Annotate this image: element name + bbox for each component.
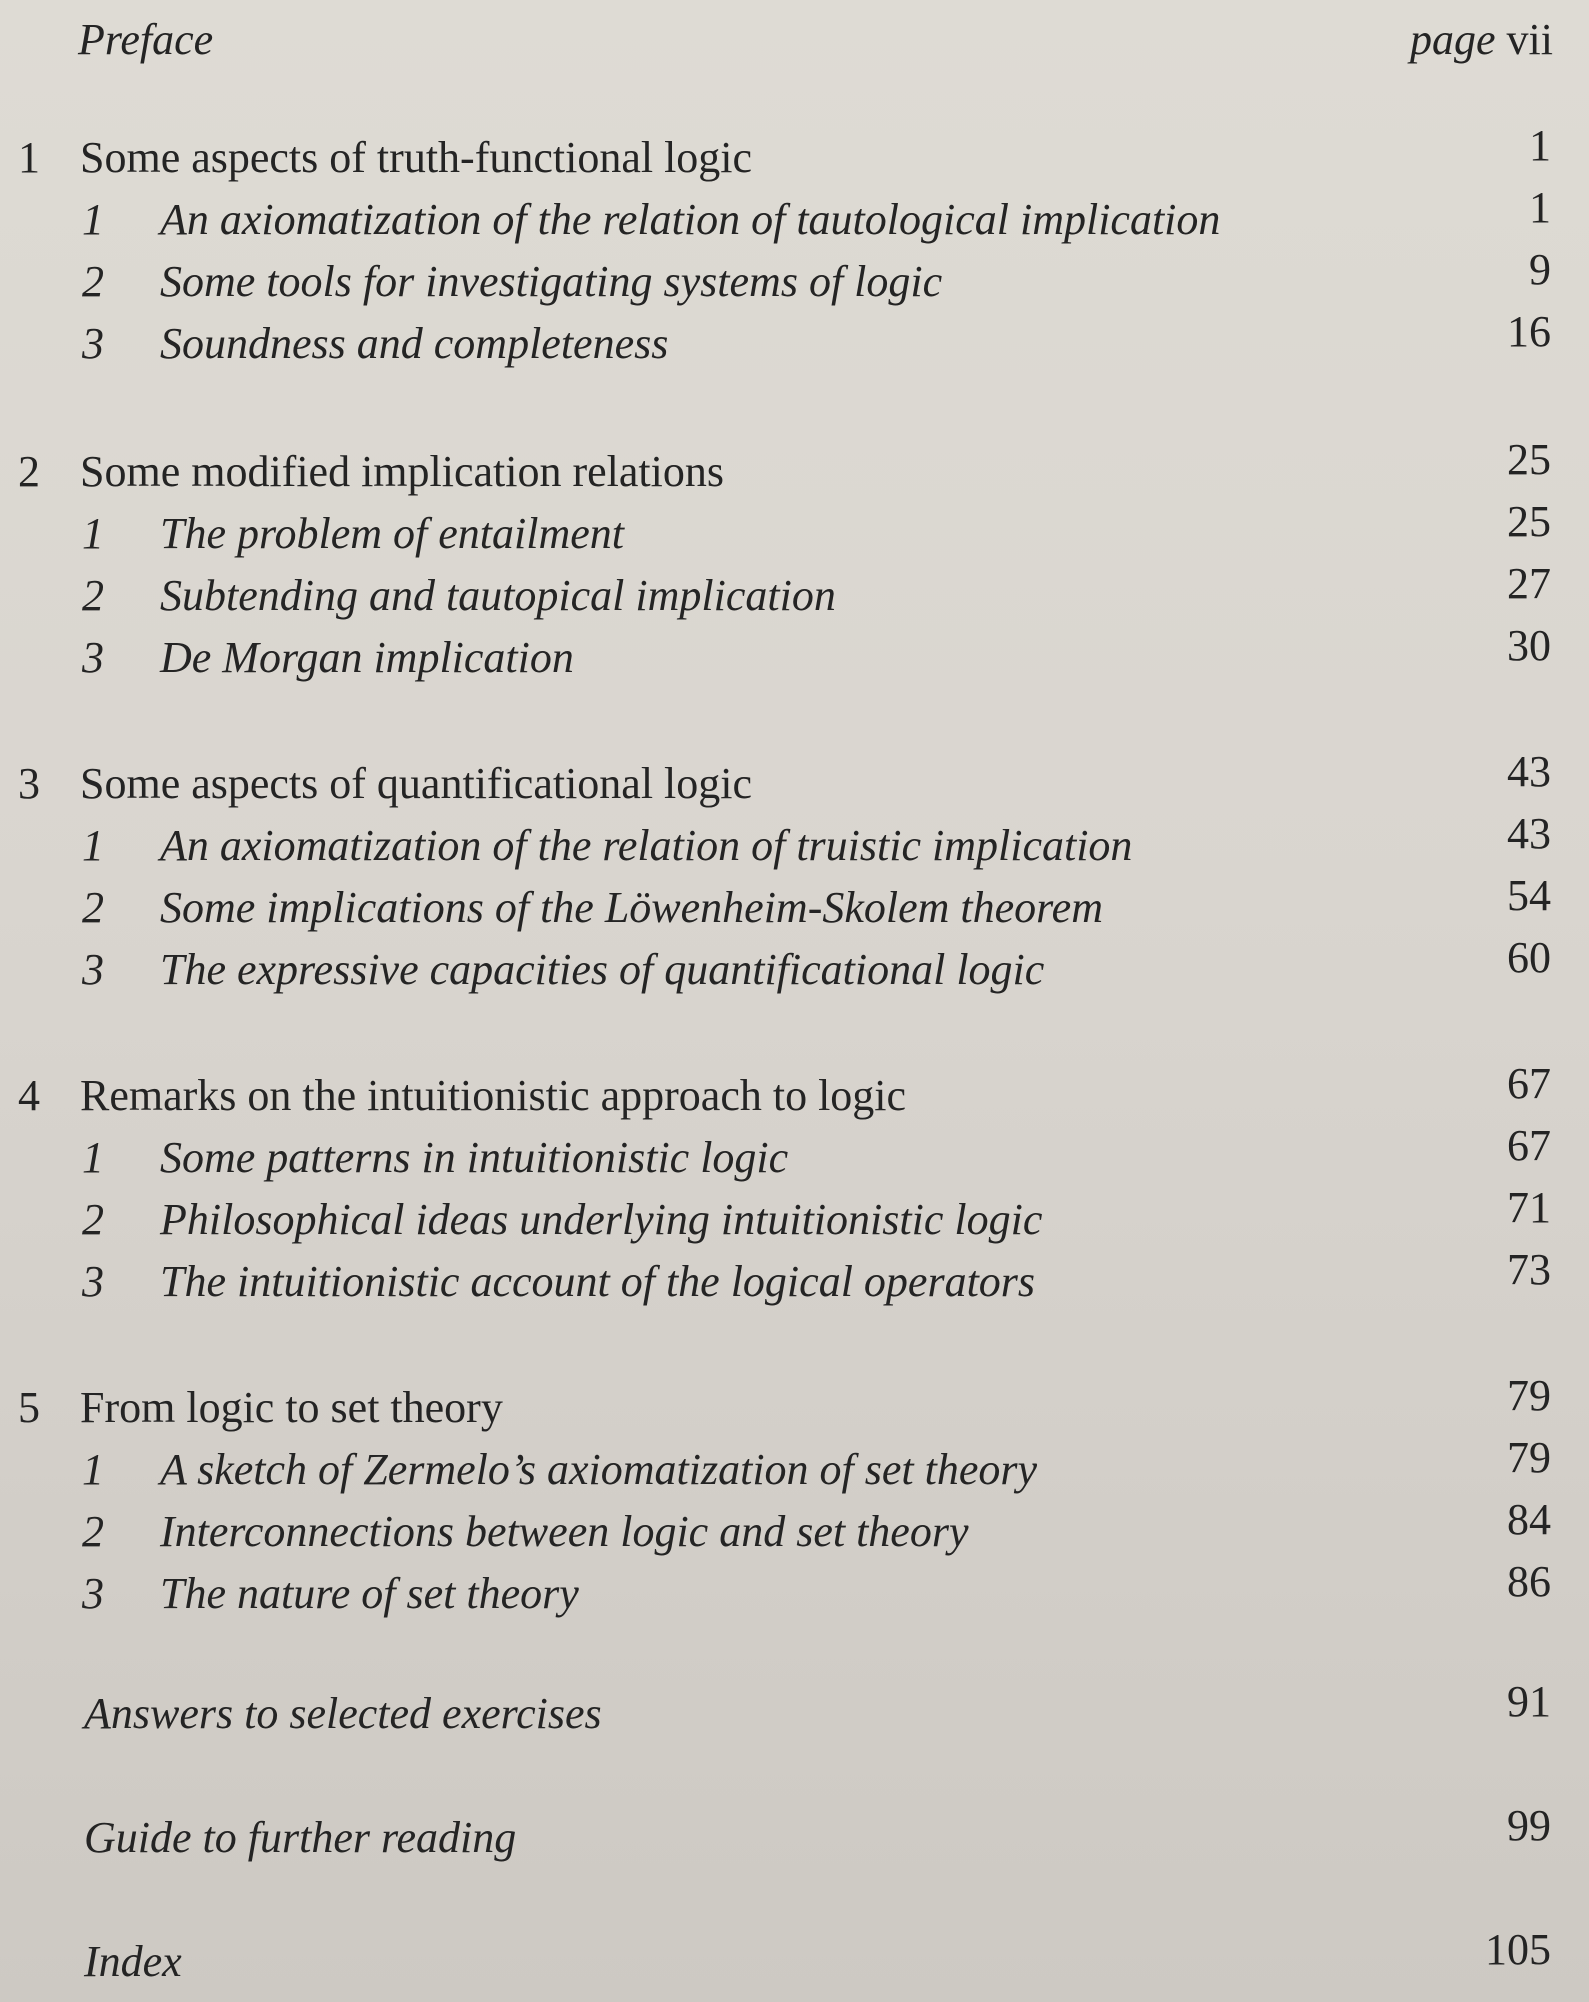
section-number: 2 (82, 1507, 104, 1556)
section-4-1 (0, 1121, 1589, 1190)
section-number: 2 (82, 571, 104, 620)
preface-title: Preface (78, 15, 214, 64)
section-number: 2 (82, 257, 104, 306)
section-title: De Morgan implication (160, 633, 574, 682)
chapter-5 (0, 1371, 1589, 1440)
section-2-1 (0, 497, 1589, 566)
section-4-3 (0, 1245, 1589, 1314)
section-4-2 (0, 1183, 1589, 1252)
chapter-title: Some aspects of truth-functional logic (80, 133, 753, 182)
chapter-number: 4 (18, 1071, 40, 1120)
section-title: The expressive capacities of quantificational logic (160, 945, 1045, 994)
chapter-number: 1 (18, 133, 40, 182)
section-title: Interconnections between logic and set theory (160, 1507, 969, 1556)
preface-page-number: vii (1506, 15, 1553, 64)
chapter-title: Some modified implication relations (80, 447, 724, 496)
section-title: A sketch of Zermelo’s axiomatization of set theory (160, 1445, 1038, 1494)
section-number: 2 (82, 883, 104, 932)
section-page: 71 (1507, 1183, 1551, 1232)
back-matter-reading (0, 1801, 1589, 1870)
chapter-number: 3 (18, 759, 40, 808)
section-1-3 (0, 307, 1589, 376)
section-title: Philosophical ideas underlying intuitionistic logic (160, 1195, 1043, 1244)
back-matter-title: Answers to selected exercises (84, 1689, 602, 1738)
section-page: 67 (1507, 1121, 1551, 1170)
section-number: 1 (82, 195, 104, 244)
section-title: The problem of entailment (160, 509, 624, 558)
section-title: An axiomatization of the relation of tautological implication (160, 195, 1221, 244)
chapter-page: 25 (1507, 435, 1551, 484)
section-number: 3 (82, 633, 104, 682)
section-number: 3 (82, 319, 104, 368)
section-3-3 (0, 933, 1589, 1002)
section-page: 84 (1507, 1495, 1551, 1544)
section-number: 1 (82, 1445, 104, 1494)
section-page: 79 (1507, 1433, 1551, 1482)
section-5-2 (0, 1495, 1589, 1564)
back-matter-page: 99 (1507, 1801, 1551, 1850)
section-title: Some patterns in intuitionistic logic (160, 1133, 789, 1182)
section-page: 73 (1507, 1245, 1551, 1294)
back-matter-title: Guide to further reading (84, 1813, 517, 1862)
section-1-2 (0, 245, 1589, 314)
section-number: 1 (82, 821, 104, 870)
back-matter-page: 91 (1507, 1677, 1551, 1726)
section-title: Some tools for investigating systems of logic (160, 257, 943, 306)
section-page: 30 (1507, 621, 1551, 670)
section-number: 3 (82, 945, 104, 994)
chapter-3 (0, 747, 1589, 816)
section-number: 2 (82, 1195, 104, 1244)
section-number: 1 (82, 1133, 104, 1182)
section-page: 1 (1529, 183, 1551, 232)
section-number: 1 (82, 509, 104, 558)
section-5-3 (0, 1557, 1589, 1626)
chapter-number: 2 (18, 447, 40, 496)
chapter-title: Remarks on the intuitionistic approach to logic (80, 1071, 907, 1120)
chapter-1 (0, 121, 1589, 190)
back-matter-answers (0, 1677, 1589, 1746)
preface-page (1410, 8, 1553, 72)
chapter-4 (0, 1059, 1589, 1128)
chapter-title: From logic to set theory (80, 1383, 503, 1432)
section-2-2 (0, 559, 1589, 628)
section-page: 27 (1507, 559, 1551, 608)
section-number: 3 (82, 1569, 104, 1618)
section-title: An axiomatization of the relation of truistic implication (160, 821, 1133, 870)
chapter-page: 43 (1507, 747, 1551, 796)
back-matter-index (0, 1925, 1589, 1994)
chapter-page: 79 (1507, 1371, 1551, 1420)
section-title: Soundness and completeness (160, 319, 669, 368)
back-matter-title: Index (84, 1937, 182, 1986)
section-page: 16 (1507, 307, 1551, 356)
chapter-page: 67 (1507, 1059, 1551, 1108)
back-matter-page: 105 (1485, 1925, 1551, 1974)
section-3-2 (0, 871, 1589, 940)
toc-preface (0, 8, 1589, 72)
section-title: Some implications of the Löwenheim-Skolem theorem (160, 883, 1103, 932)
section-5-1 (0, 1433, 1589, 1502)
section-1-1 (0, 183, 1589, 252)
page-word: page (1410, 15, 1496, 64)
chapter-page: 1 (1529, 121, 1551, 170)
section-page: 25 (1507, 497, 1551, 546)
section-title: The intuitionistic account of the logical operators (160, 1257, 1036, 1306)
section-page: 60 (1507, 933, 1551, 982)
section-title: Subtending and tautopical implication (160, 571, 836, 620)
section-page: 9 (1529, 245, 1551, 294)
section-number: 3 (82, 1257, 104, 1306)
chapter-title: Some aspects of quantificational logic (80, 759, 753, 808)
section-page: 43 (1507, 809, 1551, 858)
section-2-3 (0, 621, 1589, 690)
section-3-1 (0, 809, 1589, 878)
chapter-number: 5 (18, 1383, 40, 1432)
section-page: 54 (1507, 871, 1551, 920)
chapter-2 (0, 435, 1589, 504)
section-title: The nature of set theory (160, 1569, 579, 1618)
section-page: 86 (1507, 1557, 1551, 1606)
